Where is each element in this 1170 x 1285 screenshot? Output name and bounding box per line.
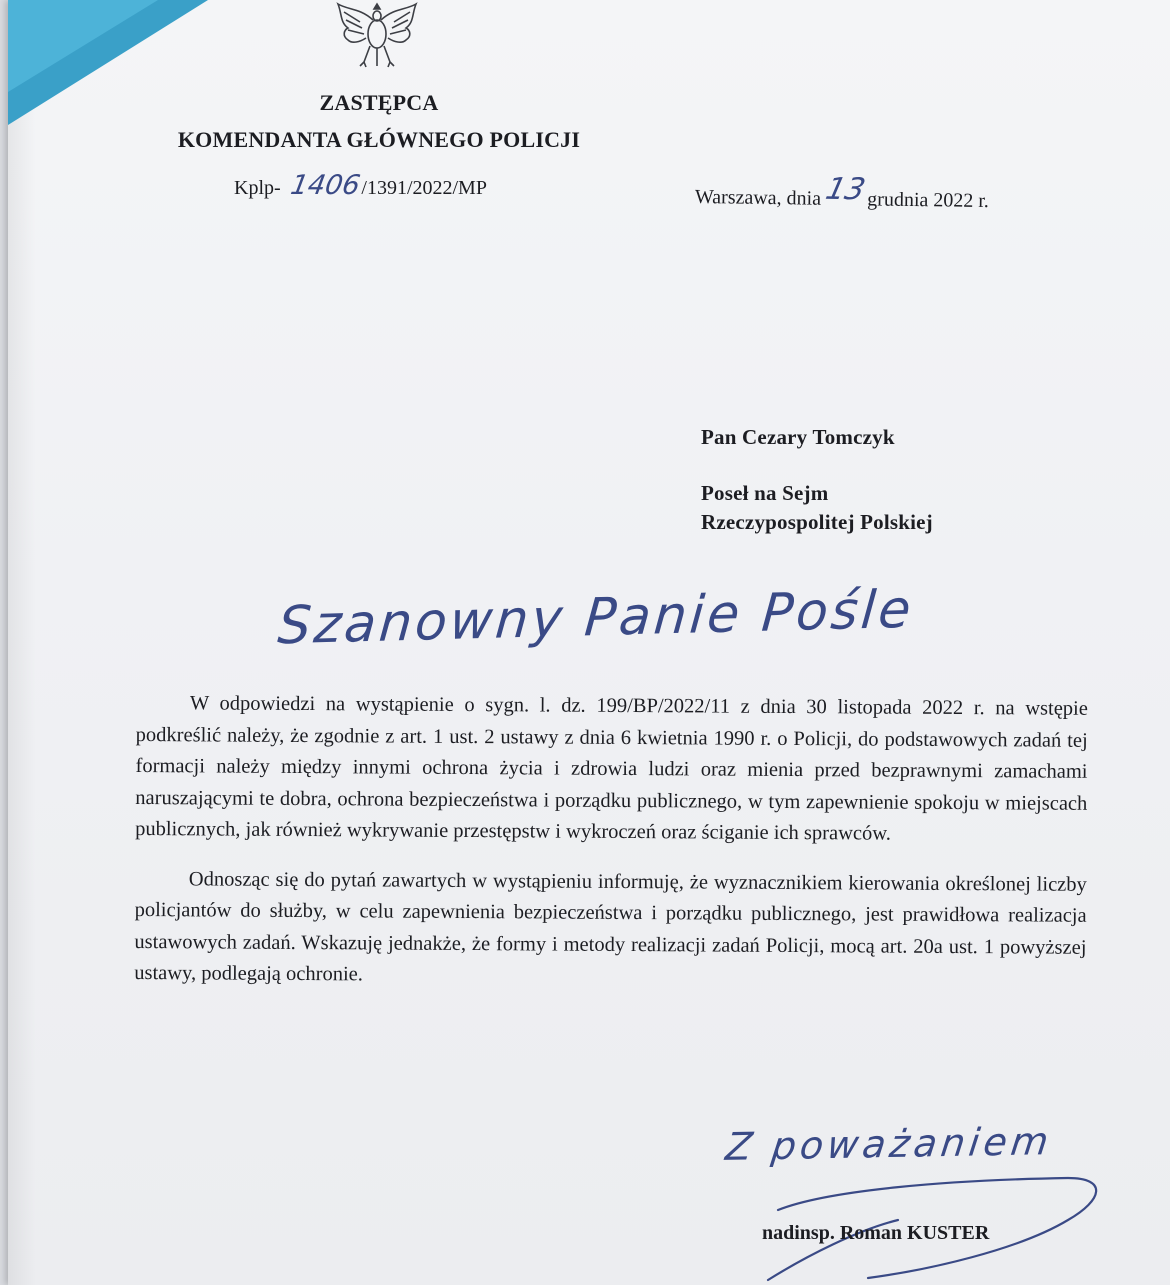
issuer-title: ZASTĘPCA: [319, 90, 439, 115]
body-paragraph-2: Odnosząc się do pytań zawartych w wystąpieniu informuję, że wyznacznikiem kierowania określonej liczby policjantów do służby, w celu zapewnienia bezpieczeństwa i porządku publicznego, jest prawidłowa realizacja ustawowych zadań. Wskazuję jednakże, że formy i metody realizacji zadań Policji, mocą art. 20a ust. 1 powyższej ustawy, podlegają ochronie.: [134, 867, 1087, 986]
handwritten-salutation: Szanowny Panie Pośle: [275, 579, 916, 657]
letter-page: [8, 0, 1170, 1285]
letter-date: [694, 171, 990, 215]
recipient-title-line2: Rzeczypospolitej Polskiej: [701, 510, 933, 534]
date-suffix: grudnia 2022 r.: [867, 188, 990, 213]
issuer-organization: KOMENDANTA GŁÓWNEGO POLICJI: [177, 127, 581, 152]
letter-body: [134, 688, 1088, 1013]
reference-prefix: Kplp-: [234, 177, 281, 199]
recipient-title-line1: Poseł na Sejm: [701, 481, 829, 505]
date-handwritten-day: 13: [822, 171, 869, 208]
reference-suffix: /1391/2022/MP: [361, 177, 487, 199]
signer-name: nadinsp. Roman KUSTER: [762, 1222, 990, 1244]
handwritten-closing: Z poważaniem: [723, 1119, 1055, 1169]
reference-number: [234, 170, 487, 201]
date-prefix: Warszawa, dnia: [694, 185, 822, 210]
eagle-emblem-icon: [330, 0, 424, 70]
reference-handwritten-number: 1406: [287, 170, 363, 201]
body-paragraph-1: W odpowiedzi na wystąpienie o sygn. l. dz. 199/BP/2022/11 z dnia 30 listopada 2022 r. na wstępie podkreślić należy, że zgodnie z art. 1 ust. 2 ustawy z dnia 6 kwietnia 1990 r. o Policji, do podstawowych zadań tej formacji należy między innymi ochrona życia i zdrowia ludzi oraz mienia przed bezprawnymi zamachami naruszającymi te dobra, ochrona bezpieczeństwa i porządku publicznego, w tym zapewnienie spokoju w miejscach publicznych, jak również wykrywanie przestępstw i wykroczeń oraz ściganie ich sprawców.: [135, 692, 1088, 845]
recipient-name: Pan Cezary Tomczyk: [701, 425, 895, 449]
